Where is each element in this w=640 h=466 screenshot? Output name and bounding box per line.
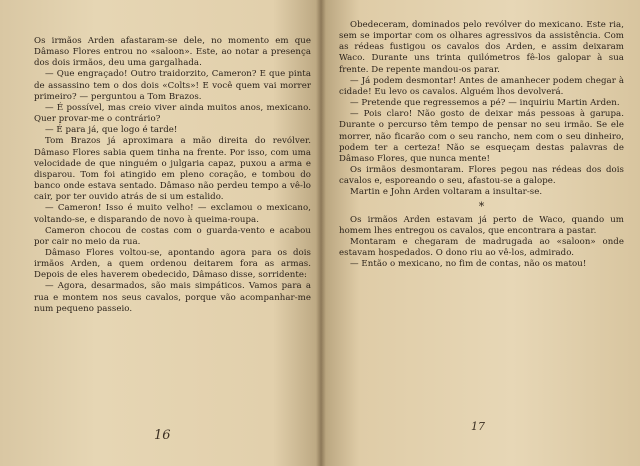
paragraph: — Então o mexicano, no fim de contas, não os matou! xyxy=(350,259,587,270)
paragraph: — É possível, mas creio viver ainda muitos anos, mexicano. Quer provar-me o contrário? xyxy=(34,102,311,125)
right-page xyxy=(321,0,640,466)
page-number: 17 xyxy=(471,420,485,433)
paragraph: Cameron chocou de costas com o guarda-vento e acabou por cair no meio da rua. xyxy=(34,225,311,247)
paragraph: — É para já, que logo é tarde! xyxy=(45,125,178,136)
paragraph: — Cameron! Isso é muito velho! — exclamou o mexicano, voltando-se, e disparando de novo à queima-roupa. xyxy=(34,203,311,225)
right-page-text xyxy=(339,20,624,270)
paragraph: — Agora, desarmados, são mais simpáticos. Vamos para a rua e montem nos seus cavalos, porque vão acompanhar-me num pequeno passeio. xyxy=(34,281,311,314)
paragraph: Obedeceram, dominados pelo revólver do mexicano. Este ria, sem se importar com os olhares agressivos da assistência. Com as rédeas fustigou os cavalos dos Arden, e assim deixaram Waco. Durante uns trinta quilómetros fê-los galopar à sua frente. De repente mandou-os parar. xyxy=(339,20,624,75)
paragraph: Martin e John Arden voltaram a insultar-se. xyxy=(350,187,543,198)
paragraph: Os irmãos Arden estavam já perto de Waco, quando um homem lhes entregou os cavalos, que encontrara a pastar. xyxy=(339,214,624,236)
paragraph: — Pois claro! Não gosto de deixar más pessoas à garupa. Durante o percurso têm tempo de pensar no seu irmão. Se ele morrer, não ficarão com o seu rancho, nem com o seu dinheiro, podem ter a certeza! Não se esqueçam destas palavras de Dâmaso Flores, que nunca mente! xyxy=(339,109,624,164)
paragraph: — Já podem desmontar! Antes de amanhecer podem chegar à cidade! Eu levo os cavalos. Alguém lhos devolverá. xyxy=(339,75,624,97)
left-page-text xyxy=(34,36,311,315)
book-gutter xyxy=(316,0,326,466)
paragraph: — Pretende que regressemos a pé? — inquiriu Martin Arden. xyxy=(350,98,620,109)
paragraph: Montaram e chegaram de madrugada ao «saloon» onde estavam hospedados. O dono riu ao vê-los, admirado. xyxy=(339,236,624,258)
paragraph: Os irmãos Arden afastaram-se dele, no momento em que Dâmaso Flores entrou no «saloon». Este, ao notar a presença dos dois irmãos, deu uma gargalhada. xyxy=(34,36,311,69)
paragraph: — Que engraçado! Outro traidorzito, Cameron? E que pinta de assassino tem o dos dois «Colts»! E você quem vai morrer primeiro? — perguntou a Tom Brazos. xyxy=(34,69,311,102)
page-number: 16 xyxy=(154,428,171,443)
paragraph: Dâmaso Flores voltou-se, apontando agora para os dois irmãos Arden, a quem ordenou deitarem fora as armas. Depois de eles haverem obedecido, Dâmaso disse, sorridente: xyxy=(34,247,311,281)
paragraph: Tom Brazos já aproximara a mão direita do revólver. Dâmaso Flores sabia quem tinha na frente. Por isso, com uma velocidade de que ninguém o julgaria capaz, puxou a arma e disparou. Tom foi atingido em pleno coração, e tombou do banco onde estava sentado. Dâmaso não perdeu tempo a vê-lo cair, por ter ouvido atrás de si um estalido. xyxy=(34,136,311,203)
section-break-asterisk: * xyxy=(478,199,485,213)
paragraph: Os irmãos desmontaram. Flores pegou nas rédeas dos dois cavalos e, esporeando o seu, afastou-se a galope. xyxy=(339,165,624,187)
